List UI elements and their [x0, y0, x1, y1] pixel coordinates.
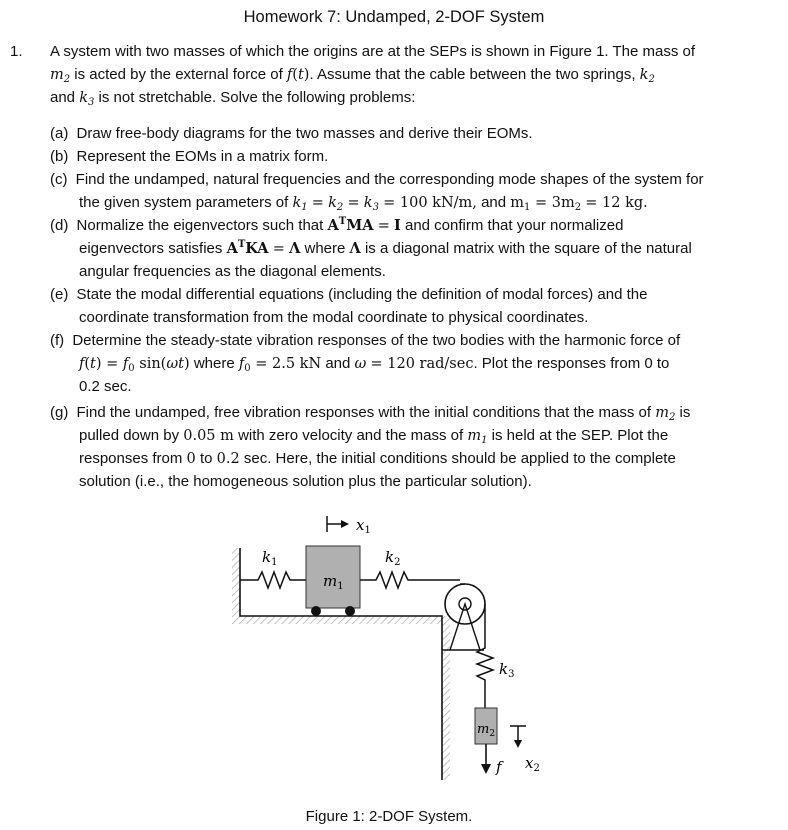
- intro-text-3: . Assume that the cable between the two springs,: [309, 66, 636, 83]
- part-g-text-1: Find the undamped, free vibration responses with the initial conditions that the mass of: [76, 404, 652, 421]
- intro-text-5: is not stretchable. Solve the following problems:: [98, 89, 416, 106]
- part-g-text-3: responses from: [79, 450, 183, 467]
- part-a-text: Draw free-body diagrams for the two masses and derive their EOMs.: [76, 125, 533, 142]
- page-title: Homework 7: Undamped, 2-DOF System: [243, 8, 545, 26]
- part-c-line-2: the given system parameters of $k_1 = k_2 = k_3 = 100$ kN/m, and $m_1 = 3m_2 = 12$ kg.: [79, 194, 648, 213]
- force-arrowhead: [481, 764, 491, 774]
- part-g: (g) Find the undamped, free vibration responses with the initial conditions that the mass of $m_2$ is: [50, 404, 691, 423]
- label-k1: $k_1$: [262, 548, 278, 568]
- symbol-k3: $k_3$: [79, 90, 95, 108]
- intro-text-1: A system with two masses of which the origins are at the SEPs is shown in Figure 1. The mass of: [50, 43, 695, 60]
- problem-number: 1.: [10, 43, 23, 60]
- part-c-text-3: and: [481, 194, 507, 211]
- intro-line-2: $m_2$ is acted by the external force of f(t). Assume that the cable between the two springs, $k_2$: [50, 66, 655, 85]
- part-f-tag: (f): [50, 332, 65, 349]
- symbol-k2: $k_2$: [639, 67, 655, 85]
- label-x2: $x_2$: [525, 754, 540, 774]
- x1-arrowhead: [341, 520, 349, 528]
- part-e-text-1: State the modal differential equations (including the definition of modal forces) and the: [76, 286, 648, 303]
- intro-text-4: and: [50, 89, 76, 106]
- part-c-eq-1: = 100 kN/m,: [383, 195, 477, 211]
- part-f-line-2: $f(t) = f_0$ sin(ωt) where $f_0 = 2.5$ kN and ω = 120 rad/sec. Plot the responses from 0 to: [79, 355, 670, 374]
- part-g-text-1b: is: [679, 404, 691, 421]
- part-g-distance: 0.05 m: [183, 428, 234, 444]
- part-a-tag: (a): [50, 125, 69, 142]
- x2-arrowhead: [514, 740, 522, 748]
- part-e-tag: (e): [50, 286, 69, 303]
- part-g-text-3e: sec. Here, the initial conditions should be applied to the complete: [243, 450, 676, 467]
- label-m2: $m_2$: [477, 722, 496, 739]
- part-f-w-value: = 120 rad/sec: [370, 356, 474, 372]
- part-d-text-1: Normalize the eigenvectors such that: [76, 217, 324, 234]
- label-k2: $k_2$: [385, 548, 401, 568]
- part-g-text-2c: with zero velocity and the mass of: [238, 427, 464, 444]
- part-e-text-2: coordinate transformation from the modal coordinate to physical coordinates.: [79, 309, 589, 326]
- figure-caption: Figure 1: 2-DOF System.: [305, 808, 473, 825]
- part-g-text-4: solution (i.e., the homogeneous solution plus the particular solution).: [79, 473, 532, 490]
- label-f: f: [496, 758, 502, 776]
- part-c-eq-2: = 12 kg.: [585, 195, 648, 211]
- part-f-fo-value: = 2.5 kN: [255, 356, 322, 372]
- part-f-text-2: where: [193, 355, 235, 372]
- part-g-text-2: pulled down by: [79, 427, 180, 444]
- part-c-text-2: the given system parameters of: [79, 194, 289, 211]
- spring-k3: [477, 640, 493, 708]
- part-d: (d) Normalize the eigenvectors such that $A^TMA = I$ and confirm that your normalized: [50, 216, 624, 234]
- spring-k1: [240, 572, 306, 588]
- part-f-text-5: 0.2 sec.: [79, 378, 132, 395]
- part-d-line-2: eigenvectors satisfies $A^TKA = \Lambda$ where Λ is a diagonal matrix with the square of the natural: [79, 239, 692, 257]
- part-g-tag: (g): [50, 404, 69, 421]
- part-b-text: Represent the EOMs in a matrix form.: [76, 148, 329, 165]
- part-g-t-start: 0: [186, 451, 196, 467]
- part-d-text-4: where: [304, 240, 346, 257]
- symbol-ft: f: [286, 67, 293, 83]
- part-c-tag: (c): [50, 171, 68, 188]
- label-k3: $k_3$: [499, 660, 515, 680]
- part-g-text-2d: is held at the SEP. Plot the: [491, 427, 669, 444]
- spring-k2: [360, 572, 460, 588]
- part-g-text-3c: to: [199, 450, 213, 467]
- label-x1: $x_1$: [356, 516, 371, 536]
- part-g-line-2: pulled down by 0.05 m with zero velocity and the mass of $m_1$ is held at the SEP. Plot the: [79, 427, 669, 446]
- part-d-tag: (d): [50, 217, 69, 234]
- part-g-t-end: 0.2: [216, 451, 240, 467]
- part-d-text-5: is a diagonal matrix with the square of the natural: [364, 240, 692, 257]
- part-d-text-6: angular frequencies as the diagonal elements.: [79, 263, 386, 280]
- intro-text-2: is acted by the external force of: [74, 66, 283, 83]
- part-f-text-4: . Plot the responses from 0 to: [473, 355, 670, 372]
- wheel-right: [345, 606, 355, 616]
- part-f-text-3: and: [325, 355, 351, 372]
- part-d-text-2: and confirm that your normalized: [404, 217, 624, 234]
- part-c-text-1: Find the undamped, natural frequencies and the corresponding mode shapes of the system for: [75, 171, 704, 188]
- part-b-tag: (b): [50, 148, 69, 165]
- wheel-left: [311, 606, 321, 616]
- symbol-m2: $m_2$: [50, 67, 71, 85]
- label-m1: $m_1$: [323, 572, 344, 592]
- part-d-text-3: eigenvectors satisfies: [79, 240, 223, 257]
- part-f-text-1: Determine the steady-state vibration responses of the two bodies with the harmonic force of: [72, 332, 681, 349]
